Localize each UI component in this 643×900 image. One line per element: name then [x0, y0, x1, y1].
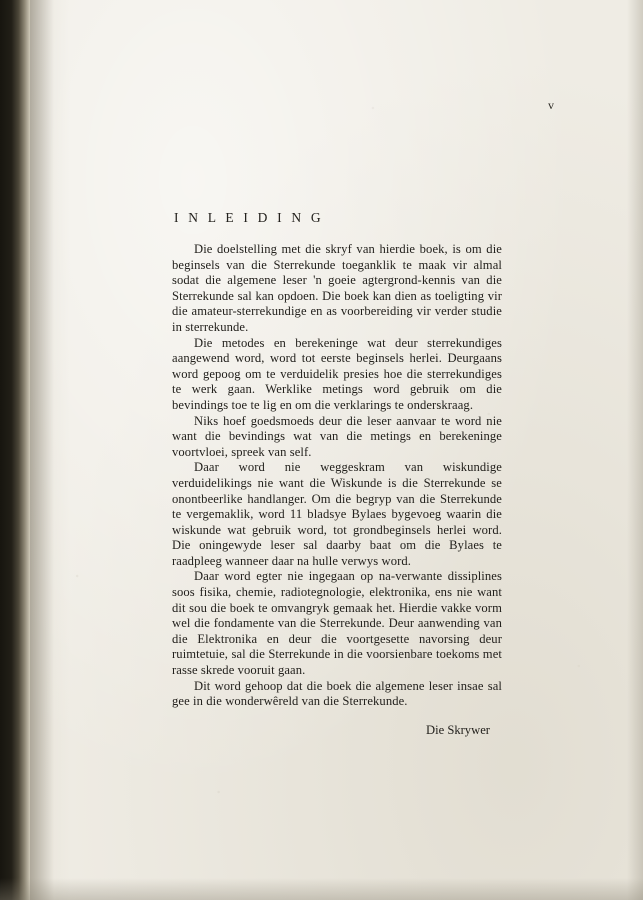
paragraph: Daar word nie weggeskram van wiskundige verduidelikings nie want die Wiskunde is die Sterrekunde se onontbeerlike handlanger. Om die begryp van die Sterrekunde te vergemaklik, word 11 bladsye Bylaes bygevoeg waarin die wiskunde wat gebruik word, tot grondbeginsels herlei word. Die oningewyde leser sal daarby baat om die Bylaes te raadpleeg wanneer daar na hulle verwys word. [172, 460, 502, 568]
paragraph: Dit word gehoop dat die boek die algemene leser insae sal gee in die wonderwêreld van die Sterrekunde. [172, 678, 502, 709]
page-gutter-gradient [30, 0, 70, 900]
page-edge-bottom [0, 878, 643, 900]
text-column [172, 210, 502, 738]
paragraph: Daar word egter nie ingegaan op na-verwante dissiplines soos fisika, chemie, radiotegnologie, elektronika, ens nie want dit sou die boek te omvangryk gemaak het. Hierdie vakke vorm wel die fondamente van die Sterrekunde. Deur aanwending van die Elektronika en deur die voortgesette navorsing deur ruimtetuie, sal die Sterrekunde in die voorsienbare toekoms met rasse skrede vooruit gaan. [172, 569, 502, 678]
page-number: v [548, 98, 555, 112]
page-title: I N L E I D I N G [174, 210, 324, 225]
paragraph: Die doelstelling met die skryf van hierdie boek, is om die beginsels van die Sterrekunde toeganklik te maak vir almal sodat die algemene leser 'n goeie agtergrond-kennis van die Sterrekunde sal kan opdoen. Die boek kan dien as toeligting vir die amateur-sterrekundige en as voorbereiding vir verder studie in sterrekunde. [172, 242, 502, 334]
page-edge-right [627, 0, 643, 900]
paragraph: Niks hoef goedsmoeds deur die leser aanvaar te word nie want die bevindings wat van die metings en berekeninge voortvloei, spreek van self. [172, 413, 502, 459]
page-gutter-shadow [0, 0, 30, 900]
paragraph: Die metodes en berekeninge wat deur sterrekundiges aangewend word, word tot eerste beginsels herlei. Deurgaans word gepoog om te verduidelik presies hoe die sterrekundiges te werk gaan. Werklike metings word gebruik om die bevindings toe te lig en om die verklarings te onderskraag. [172, 335, 502, 412]
author-signature: Die Skrywer [425, 722, 490, 737]
